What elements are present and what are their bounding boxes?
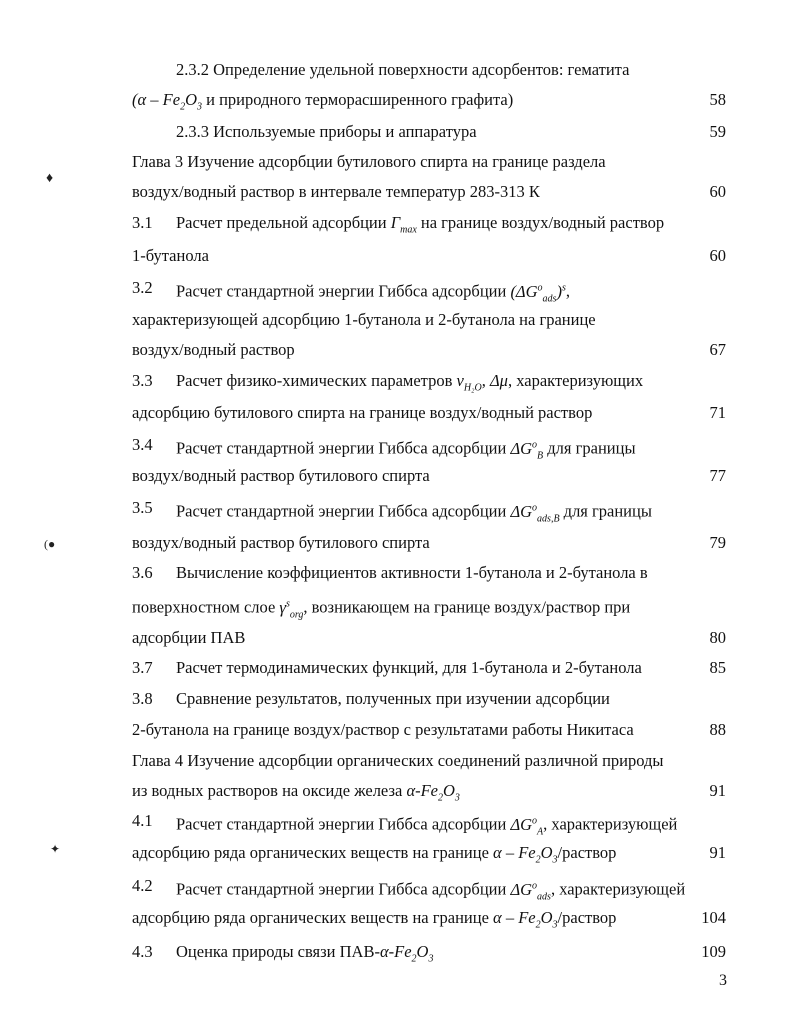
toc-chapter [132,747,726,775]
toc-page-number: 88 [709,720,726,739]
toc-entry-title: 2-бутанола на границе воздух/раствор с результатами работы Никитаса [132,720,634,739]
toc-entry [132,86,726,114]
toc-page-number: 91 [709,843,726,862]
toc-entry [132,685,726,713]
toc-entry [132,399,726,427]
toc-entry-title: Расчет стандартной энергии Гиббса адсорбции $\Delta G^o_B$ для границы [176,438,636,461]
toc-entry-title: характеризующей адсорбцию 1-бутанола и 2-бутанола на границе [132,310,596,329]
toc-entry [132,209,726,237]
toc-page-number: 79 [709,533,726,552]
toc-entry-title: Расчет стандартной энергии Гиббса адсорбции $(\Delta G^o_{ads})^s$, [176,281,570,304]
formula-gamma-org: $\gamma^s_{org}$ [279,597,304,620]
toc-entry-page [132,118,726,146]
toc-entry-title: адсорбцию бутилового спирта на границе воздух/водный раствор [132,403,593,422]
formula-nu-h2o: $\nu_{H_2O}$ [456,371,482,394]
toc-page-number: 67 [709,340,726,359]
toc-page-number: 104 [701,908,726,927]
toc-entry-title: воздух/водный раствор бутилового спирта [132,466,430,485]
formula-dg-ads-b: $\Delta G^o_{ads,B}$ [510,501,560,524]
toc-page-number: 58 [709,90,726,109]
toc-page-number: 71 [709,403,726,422]
toc-entry [176,56,726,84]
toc-entry-title: ($\alpha - Fe_2O_3$ и природного терморасширенного графита) [132,90,514,113]
toc-page-number: 109 [701,942,726,961]
toc-entry-title: поверхностном слое $\gamma^s_{org}$, возникающем на границе воздух/раствор при [132,597,631,620]
toc-page-number: 59 [709,122,726,141]
toc-chapter [132,777,726,805]
toc-page-number: 80 [709,628,726,647]
toc-entry [132,529,726,557]
toc-entry [132,306,726,334]
toc-entry [132,336,726,364]
toc-entry [132,590,726,618]
toc-entry [132,872,726,900]
formula-alpha-fe2o3: $\alpha-Fe_2O_3$ [406,781,460,804]
formula-gamma-max: $\Gamma_{max}$ [390,213,417,236]
toc-entry [132,367,726,395]
formula-delta-mu: Δμ [490,371,508,390]
scan-artifact-mark: ✦ [50,842,61,856]
toc-entry-number: 3.5 [132,498,153,517]
page-number: 3 [719,972,727,989]
toc-entry-number: 3.3 [132,371,153,390]
toc-entry-title: Оценка природы связи ПАВ-$\alpha-Fe_2O_3$ [176,942,434,965]
toc-entry-title: воздух/водный раствор бутилового спирта [132,533,430,552]
toc-entry-title: 2.3.2 Определение удельной поверхности адсорбентов: гематита [176,60,630,79]
toc-entry-title: 1-бутанола [132,246,209,265]
formula-dg-ads-s: $(\Delta G^o_{ads})^s$ [510,281,566,304]
toc-entry [132,938,726,966]
toc-page-number: 91 [709,781,726,800]
toc-entry-number: 3.2 [132,278,153,297]
toc-entry [132,807,726,835]
toc-entry-title: адсорбции ПАВ [132,628,246,647]
toc-entry-number: 4.1 [132,811,153,830]
toc-entry-number: 3.4 [132,435,153,454]
formula-alpha-fe2o3: α – $Fe_2O_3$ [493,843,558,866]
toc-chapter-title: Глава 4 Изучение адсорбции органических соединений различной природы [132,751,664,770]
toc-entry [132,839,726,867]
toc-entry-title: воздух/водный раствор [132,340,295,359]
formula-dg-ads: $\Delta G^o_{ads}$ [510,879,551,902]
scan-artifact-mark: (● [44,537,56,551]
toc-entry [132,274,726,302]
toc-entry [132,431,726,459]
toc-page-number: 85 [709,658,726,677]
scan-artifact-mark: ♦ [46,171,54,186]
toc-entry [132,654,726,682]
toc-entry-number: 3.8 [132,689,153,708]
toc-entry [132,624,726,652]
toc-entry-number: 4.2 [132,876,153,895]
toc-page-number: 60 [709,246,726,265]
toc-entry [132,716,726,744]
formula-dg-b: $\Delta G^o_B$ [510,438,544,461]
toc-chapter [132,178,726,206]
toc-chapter-title: из водных растворов на оксиде железа $\alpha-Fe_2O_3$ [132,781,460,804]
toc-entry [132,904,726,932]
toc-entry-title: адсорбцию ряда органических веществ на границе α – $Fe_2O_3$/раствор [132,908,617,931]
toc-entry-title: 2.3.3 Используемые приборы и аппаратура [176,122,477,141]
toc-entry [132,242,726,270]
toc-entry-title: Расчет физико-химических параметров $\nu_{H_2O}$, Δμ, характеризующих [176,371,644,394]
toc-chapter-title: воздух/водный раствор в интервале температур 283-313 К [132,182,540,201]
toc-entry [132,462,726,490]
formula-alpha-fe2o3: $\alpha-Fe_2O_3$ [379,942,434,965]
toc-entry-number: 3.1 [132,213,153,232]
formula-dg-a: $\Delta G^o_A$ [510,814,544,837]
toc-entry-title: Расчет стандартной энергии Гиббса адсорбции $\Delta G^o_{ads,B}$ для границы [176,501,652,524]
toc-entry-title: Расчет термодинамических функций, для 1-бутанола и 2-бутанола [176,658,642,677]
toc-entry-title: адсорбцию ряда органических веществ на границе α – $Fe_2O_3$/раствор [132,843,617,866]
toc-entry-title: Расчет предельной адсорбции $\Gamma_{max}$ на границе воздух/водный раствор [176,213,665,236]
toc-entry-number: 3.7 [132,658,153,677]
formula-alpha-fe2o3: ($\alpha - Fe_2O_3$ [132,90,202,113]
toc-entry-title: Расчет стандартной энергии Гиббса адсорбции $\Delta G^o_A$, характеризующей [176,814,678,837]
toc-page-number: 60 [709,182,726,201]
toc-entry-title: Сравнение результатов, полученных при изучении адсорбции [176,689,610,708]
toc-entry [132,494,726,522]
formula-alpha-fe2o3: α – $Fe_2O_3$ [493,908,558,931]
toc-chapter-title: Глава 3 Изучение адсорбции бутилового спирта на границе раздела [132,152,606,171]
toc-entry [132,559,726,587]
toc-entry-number: 4.3 [132,942,153,961]
toc-entry-title: Расчет стандартной энергии Гиббса адсорбции $\Delta G^o_{ads}$, характеризующей [176,879,686,902]
toc-entry-number: 3.6 [132,563,153,582]
toc-page-number: 77 [709,466,726,485]
toc-chapter [132,148,726,176]
toc-entry-title: Вычисление коэффициентов активности 1-бутанола и 2-бутанола в [176,563,648,582]
